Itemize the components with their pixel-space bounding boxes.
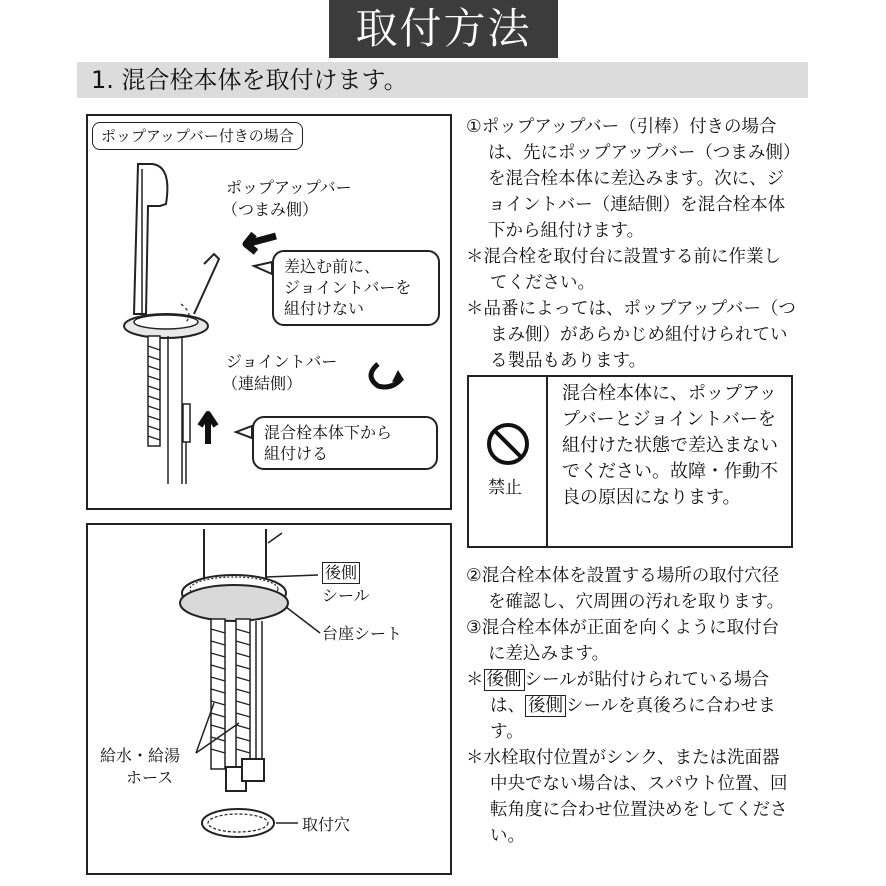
note-rear-seal-part: シールを真後ろに合わせます。	[490, 696, 776, 742]
joint-bar-label-line1: ジョイントバー	[226, 352, 338, 371]
note-star: ＊	[466, 670, 484, 690]
popup-bar-label-line1: ポップアップバー	[226, 178, 352, 197]
prohibition-text: 混合栓本体に、ポップアップバーとジョイントバーを組付けた状態で差込まないでください。故障・作動不良の原因になります。	[562, 383, 778, 508]
prohibition-divider	[546, 375, 548, 548]
step1-text: ①ポップアップバー（引棒）付きの場合は、先にポップアップバー（つまみ側）を混合栓本体に差込みます。次に、ジョイントバー（連結側）を混合栓本体下から組付けます。	[466, 117, 792, 241]
callout-line: 混合栓本体下から	[264, 423, 393, 442]
seal-label: シール	[322, 586, 370, 605]
rear-boxed-text: 後側	[322, 562, 360, 584]
rear-boxed-text: 後側	[484, 669, 525, 691]
popup-bar-case-tag: ポップアップバー付きの場合	[92, 122, 303, 150]
step3-text: ③混合栓本体が正面を向くように取付台に差込みます。	[466, 618, 780, 664]
base-sheet-label: 台座シート	[322, 624, 403, 643]
note-preassembled: ＊品番によっては、ポップアップバー（つまみ側）があらかじめ組付けられている製品もあります。	[466, 299, 796, 371]
note-position: ＊水栓取付位置がシンク、または洗面器中央でない場合は、スパウト位置、回転角度に合わせ位置決めをしてください。	[466, 748, 788, 846]
rear-boxed-text: 後側	[525, 695, 566, 717]
callout-line: 差込む前に、	[284, 257, 381, 276]
page-title: 取付方法	[329, 0, 558, 58]
instruction-steps-2-3	[466, 563, 796, 849]
prohibition-icon-label: 禁止	[488, 478, 522, 498]
assemble-under-callout	[252, 416, 438, 470]
callout-line: ジョイントバーを	[284, 278, 412, 297]
step-heading: 1. 混合栓本体を取付けます。	[77, 62, 808, 98]
hose-label-line2: ホース	[126, 768, 174, 787]
instruction-step1	[466, 114, 796, 374]
note-before-install: ＊混合栓を取付台に設置する前に作業してください。	[466, 247, 781, 293]
prohibition-icon	[486, 422, 530, 466]
before-insert-callout	[272, 250, 440, 326]
rear-seal-label	[322, 562, 360, 584]
callout-line: 組付けない	[284, 299, 365, 318]
faucet-installation-illustration	[86, 523, 452, 875]
step2-text: ②混合栓本体を設置する場所の取付穴径を確認し、穴周囲の汚れを取ります。	[466, 566, 785, 612]
popup-bar-label-line2: （つまみ側）	[222, 200, 319, 219]
note-rear-seal	[466, 667, 796, 745]
joint-bar-label-line2: （連結側）	[222, 374, 303, 393]
mounting-hole-label: 取付穴	[302, 815, 351, 834]
callout-line: 組付ける	[264, 444, 329, 463]
note-rear-seal-part: シールが貼付けられている場合は、	[490, 670, 770, 716]
hose-label-line1: 給水・給湯	[100, 746, 181, 765]
